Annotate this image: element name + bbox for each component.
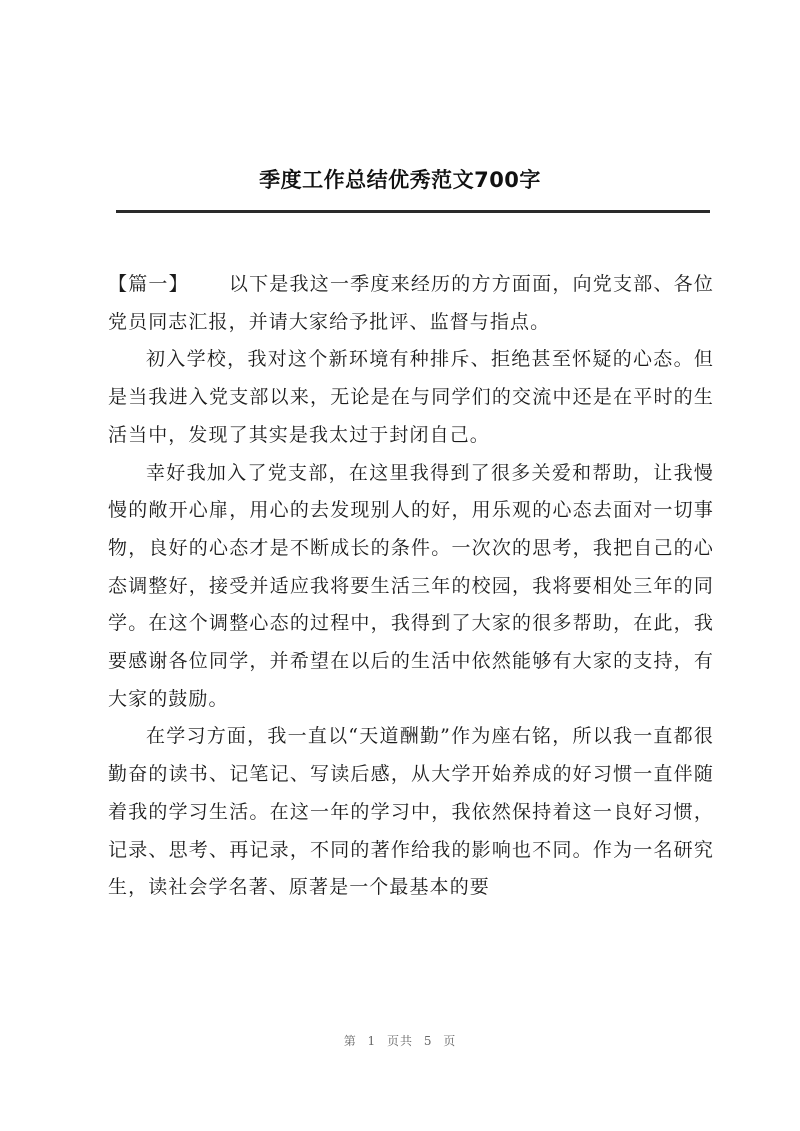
- paragraph-2: 初入学校，我对这个新环境有种排斥、拒绝甚至怀疑的心态。但是当我进入党支部以来，无论是在与同学们的交流中还是在平时的生活当中，发现了其实是我太过于封闭自己。: [108, 348, 714, 446]
- paragraph-3: 幸好我加入了党支部，在这里我得到了很多关爱和帮助，让我慢慢的敞开心扉，用心的去发现别人的好，用乐观的心态去面对一切事物，良好的心态才是不断成长的条件。一次次的思考，我把自己的心态调整好，接受并适应我将要生活三年的校园，我将要相处三年的同学。在这个调整心态的过程中，我得到了大家的很多帮助，在此，我要感谢各位同学，并希望在以后的生活中依然能够有大家的支持，有大家的鼓励。: [108, 461, 714, 710]
- page-footer: 第 1 页共 5 页: [343, 1034, 457, 1048]
- paragraph-text: 以下是我这一季度来经历的方方面面，向党支部、各位党员同志汇报，并请大家给予批评、监督与指点。: [108, 273, 714, 333]
- document-body: [108, 266, 714, 907]
- paragraph-4: 在学习方面，我一直以“天道酬勤”作为座右铭，所以我一直都很勤奋的读书、记笔记、写读后感，从大学开始养成的好习惯一直伴随着我的学习生活。在这一年的学习中，我依然保持着这一良好习惯，记录、思考、再记录，不同的著作给我的影响也不同。作为一名研究生，读社会学名著、原著是一个最基本的要: [108, 725, 714, 899]
- title-divider: [116, 210, 710, 213]
- paragraph-1: [108, 266, 714, 341]
- section-tag: 【篇一】: [108, 273, 189, 295]
- document-title: 季度工作总结优秀范文700字: [259, 168, 541, 192]
